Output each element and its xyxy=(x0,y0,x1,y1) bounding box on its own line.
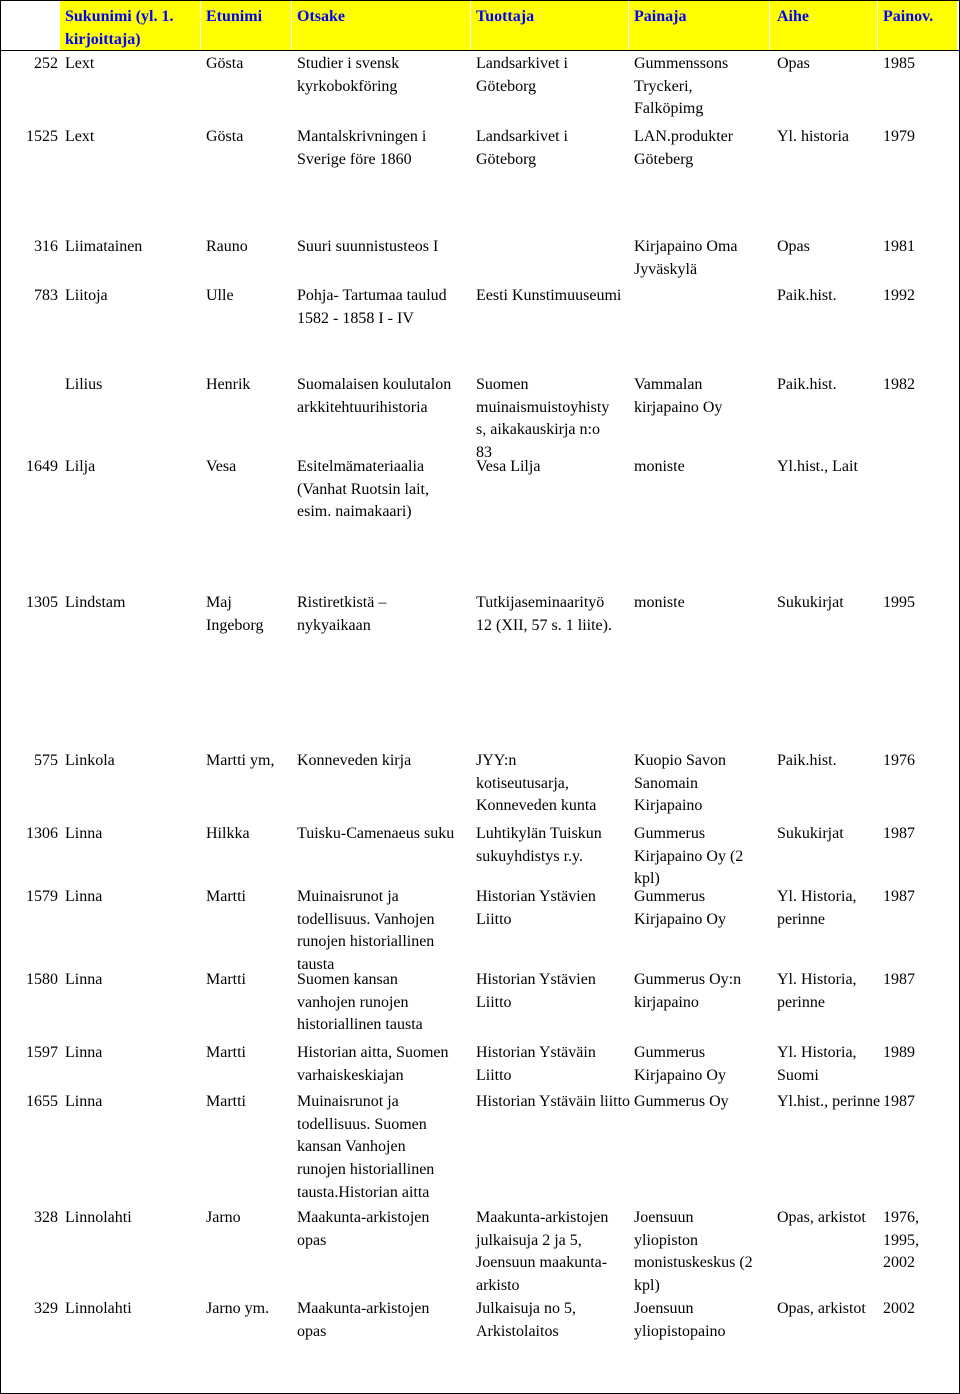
cell-producer: Suomen muinaismuistoyhisty s, aikakauskirja n:o 83 xyxy=(476,376,610,462)
cell-subject: Opas, arkistot xyxy=(777,1300,866,1317)
cell-id: 329 xyxy=(34,1300,58,1317)
cell-producer: Vesa Lilja xyxy=(476,458,541,475)
header-producer: Tuottaja xyxy=(476,8,535,25)
cell-printer: Kirjapaino Oma Jyväskylä xyxy=(634,238,738,278)
cell-title: Suomen kansan vanhojen runojen historiallinen tausta xyxy=(297,971,423,1034)
cell-id: 1306 xyxy=(26,825,58,842)
cell-printer: Joensuun yliopiston monistuskeskus (2 kpl) xyxy=(634,1209,753,1295)
cell-subject: Yl. Historia, perinne xyxy=(777,888,857,928)
cell-subject: Yl. historia xyxy=(777,128,849,145)
header-title: Otsake xyxy=(297,8,345,25)
cell-year: 1979 xyxy=(883,128,915,145)
cell-id: 783 xyxy=(34,287,58,304)
cell-firstname: Gösta xyxy=(206,55,244,72)
cell-id: 1597 xyxy=(26,1044,58,1061)
cell-surname: Linnolahti xyxy=(65,1209,132,1226)
cell-id: 328 xyxy=(34,1209,58,1226)
cell-year: 1987 xyxy=(883,825,915,842)
cell-year: 1992 xyxy=(883,287,915,304)
cell-producer: Landsarkivet i Göteborg xyxy=(476,55,568,95)
cell-printer: Gummerus Oy xyxy=(634,1093,729,1110)
cell-surname: Lindstam xyxy=(65,594,126,611)
cell-printer: LAN.produkter Göteberg xyxy=(634,128,734,168)
cell-surname: Linkola xyxy=(65,752,115,769)
cell-surname: Lilius xyxy=(65,376,103,393)
cell-title: Muinaisrunot ja todellisuus. Vanhojen runojen historiallinen tausta xyxy=(297,888,435,974)
cell-firstname: Ulle xyxy=(206,287,234,304)
cell-year: 1987 xyxy=(883,971,915,988)
header-year: Painov. xyxy=(883,8,934,25)
header-printer: Painaja xyxy=(634,8,687,25)
cell-producer: Eesti Kunstimuuseumi xyxy=(476,287,622,304)
cell-surname: Linna xyxy=(65,971,103,988)
header-bottom-border xyxy=(0,50,960,51)
cell-surname: Linna xyxy=(65,1044,103,1061)
cell-subject: Yl.hist., Lait xyxy=(777,458,858,475)
cell-year: 1989 xyxy=(883,1044,915,1061)
cell-producer: Tutkijaseminaarityö 12 (XII, 57 s. 1 liite). xyxy=(476,594,612,634)
cell-title: Ristiretkistä – nykyaikaan xyxy=(297,594,387,634)
cell-firstname: Hilkka xyxy=(206,825,250,842)
cell-subject: Sukukirjat xyxy=(777,825,844,842)
cell-printer: Gummerus Kirjapaino Oy xyxy=(634,888,726,928)
cell-subject: Opas xyxy=(777,238,810,255)
cell-surname: Lext xyxy=(65,128,95,145)
cell-firstname: Martti xyxy=(206,1093,246,1110)
cell-printer: moniste xyxy=(634,458,685,475)
cell-firstname: Vesa xyxy=(206,458,237,475)
cell-firstname: Henrik xyxy=(206,376,251,393)
cell-producer: Luhtikylän Tuiskun sukuyhdistys r.y. xyxy=(476,825,602,865)
cell-firstname: Jarno ym. xyxy=(206,1300,270,1317)
cell-year: 1976, 1995, 2002 xyxy=(883,1209,919,1272)
cell-title: Esitelmämateriaalia (Vanhat Ruotsin lait, esim. naimakaari) xyxy=(297,458,429,521)
cell-id: 252 xyxy=(34,55,58,72)
cell-subject: Yl. Historia, Suomi xyxy=(777,1044,857,1084)
cell-year: 1981 xyxy=(883,238,915,255)
cell-title: Historian aitta, Suomen varhaiskeskiajan xyxy=(297,1044,449,1084)
cell-id: 1655 xyxy=(26,1093,58,1110)
cell-firstname: Maj Ingeborg xyxy=(206,594,264,634)
table-left-border xyxy=(0,0,1,1394)
cell-title: Maakunta-arkistojen opas xyxy=(297,1300,430,1340)
cell-title: Maakunta-arkistojen opas xyxy=(297,1209,430,1249)
cell-subject: Paik.hist. xyxy=(777,752,837,769)
header-firstname: Etunimi xyxy=(206,8,263,25)
cell-subject: Yl.hist., perinne xyxy=(777,1093,881,1110)
cell-title: Pohja- Tartumaa taulud 1582 - 1858 I - IV xyxy=(297,287,447,327)
cell-year: 1982 xyxy=(883,376,915,393)
cell-producer: Historian Ystäväin Liitto xyxy=(476,1044,596,1084)
cell-subject: Yl. Historia, perinne xyxy=(777,971,857,1011)
cell-title: Suuri suunnistusteos I xyxy=(297,238,439,255)
cell-year: 2002 xyxy=(883,1300,915,1317)
cell-printer: Gummenssons Tryckeri, Falköpimg xyxy=(634,55,729,118)
cell-year: 1995 xyxy=(883,594,915,611)
cell-firstname: Rauno xyxy=(206,238,248,255)
cell-surname: Liimatainen xyxy=(65,238,143,255)
cell-subject: Paik.hist. xyxy=(777,376,837,393)
cell-firstname: Gösta xyxy=(206,128,244,145)
cell-surname: Lilja xyxy=(65,458,96,475)
table-header xyxy=(0,0,960,51)
cell-printer: Vammalan kirjapaino Oy xyxy=(634,376,723,416)
cell-firstname: Martti xyxy=(206,888,246,905)
cell-firstname: Martti xyxy=(206,971,246,988)
cell-printer: Gummerus Kirjapaino Oy (2 kpl) xyxy=(634,825,744,888)
cell-subject: Opas xyxy=(777,55,810,72)
cell-year: 1987 xyxy=(883,1093,915,1110)
cell-title: Studier i svensk kyrkobokföring xyxy=(297,55,400,95)
cell-printer: Joensuun yliopistopaino xyxy=(634,1300,726,1340)
cell-producer: Historian Ystäväin liitto xyxy=(476,1093,631,1110)
cell-producer: Landsarkivet i Göteborg xyxy=(476,128,568,168)
cell-producer: Historian Ystävien Liitto xyxy=(476,888,596,928)
cell-printer: Kuopio Savon Sanomain Kirjapaino xyxy=(634,752,726,815)
cell-title: Tuisku-Camenaeus suku xyxy=(297,825,455,842)
cell-title: Konneveden kirja xyxy=(297,752,412,769)
cell-producer: Historian Ystävien Liitto xyxy=(476,971,596,1011)
cell-firstname: Martti ym, xyxy=(206,752,275,769)
cell-surname: Linna xyxy=(65,825,103,842)
cell-year: 1987 xyxy=(883,888,915,905)
cell-title: Muinaisrunot ja todellisuus. Suomen kansan Vanhojen runojen historiallinen tausta.Historian aitta xyxy=(297,1093,435,1201)
cell-year: 1976 xyxy=(883,752,915,769)
cell-producer: Julkaisuja no 5, Arkistolaitos xyxy=(476,1300,576,1340)
cell-id: 1579 xyxy=(26,888,58,905)
cell-id: 575 xyxy=(34,752,58,769)
cell-id: 1305 xyxy=(26,594,58,611)
cell-printer: Gummerus Oy:n kirjapaino xyxy=(634,971,742,1011)
cell-subject: Opas, arkistot xyxy=(777,1209,866,1226)
header-top-border xyxy=(0,0,960,1)
header-surname: Sukunimi (yl. 1. kirjoittaja) xyxy=(65,8,174,48)
cell-firstname: Jarno xyxy=(206,1209,241,1226)
cell-id: 1649 xyxy=(26,458,58,475)
cell-year: 1985 xyxy=(883,55,915,72)
cell-id: 1525 xyxy=(26,128,58,145)
cell-producer: JYY:n kotiseutusarja, Konneveden kunta xyxy=(476,752,597,815)
cell-surname: Linna xyxy=(65,1093,103,1110)
cell-printer: Gummerus Kirjapaino Oy xyxy=(634,1044,726,1084)
header-subject: Aihe xyxy=(777,8,809,25)
cell-id: 316 xyxy=(34,238,58,255)
cell-id: 1580 xyxy=(26,971,58,988)
cell-producer: Maakunta-arkistojen julkaisuja 2 ja 5, Joensuun maakunta- arkisto xyxy=(476,1209,609,1295)
cell-title: Suomalaisen koulutalon arkkitehtuurihistoria xyxy=(297,376,452,416)
cell-subject: Paik.hist. xyxy=(777,287,837,304)
cell-firstname: Martti xyxy=(206,1044,246,1061)
cell-subject: Sukukirjat xyxy=(777,594,844,611)
cell-surname: Linnolahti xyxy=(65,1300,132,1317)
cell-printer: moniste xyxy=(634,594,685,611)
cell-surname: Linna xyxy=(65,888,103,905)
cell-surname: Lext xyxy=(65,55,95,72)
cell-title: Mantalskrivningen i Sverige före 1860 xyxy=(297,128,427,168)
cell-surname: Liitoja xyxy=(65,287,108,304)
